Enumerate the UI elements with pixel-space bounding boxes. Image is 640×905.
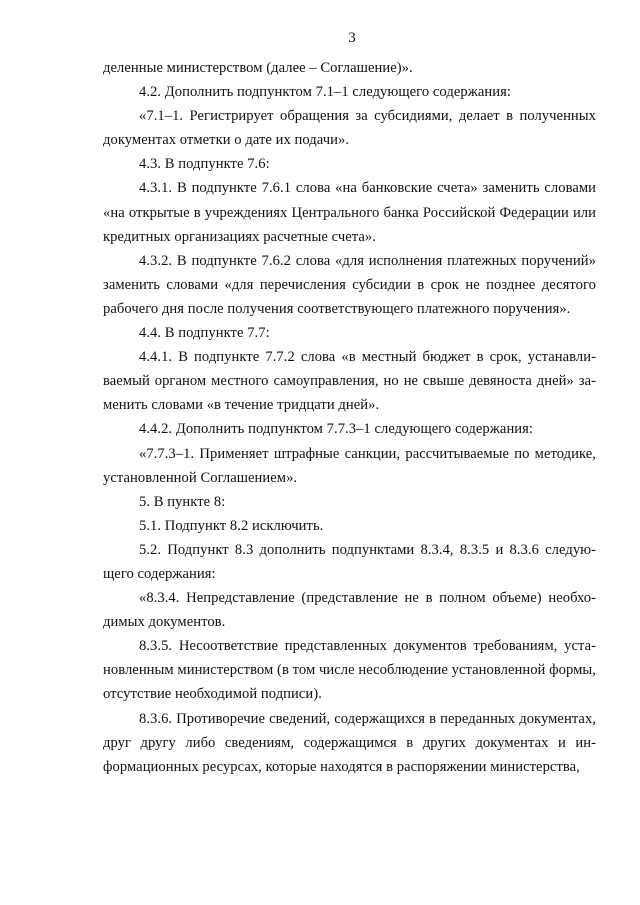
- paragraph-4-4: 4.4. В подпункте 7.7:: [139, 325, 270, 342]
- paragraph-4-4-2: 4.4.2. Дополнить подпунктом 7.7.3–1 следующего содержания:: [139, 421, 534, 438]
- document-body: [103, 56, 596, 779]
- paragraph-4-3-1: 4.3.1. В подпункте 7.6.1 слова «на банковские счета» заменить словами «на открытые в учреждениях Центрального банка Российской Федерации или кредитных организациях расчетные счета».: [103, 180, 596, 245]
- paragraph-5: 5. В пункте 8:: [139, 493, 226, 510]
- paragraph-4-4-1: 4.4.1. В подпункте 7.7.2 слова «в местный бюджет в срок, устанавливаемый органом местного самоуправления, но не свыше девяноста дней» заменить словами «в течение тридцати дней».: [103, 349, 596, 414]
- paragraph-5-2: 5.2. Подпункт 8.3 дополнить подпунктами 8.3.4, 8.3.5 и 8.3.6 следующего содержания:: [103, 541, 596, 582]
- paragraph-4-3-2: 4.3.2. В подпункте 7.6.2 слова «для исполнения платежных поручений» заменить словами «для перечисления субсидии в срок не позднее десятого рабочего дня после получения соответствующего платежного поручения».: [103, 252, 596, 317]
- paragraph-4-2: 4.2. Дополнить подпунктом 7.1–1 следующего содержания:: [139, 84, 511, 101]
- paragraph-4-3: 4.3. В подпункте 7.6:: [139, 156, 270, 173]
- paragraph-8-3-4: «8.3.4. Непредставление (представление не в полном объеме) необходимых документов.: [103, 590, 596, 631]
- paragraph-7-7-3-1-quote: «7.7.3–1. Применяет штрафные санкции, рассчитываемые по методике, установленной Соглашением».: [103, 445, 596, 486]
- paragraph-continuation: деленные министерством (далее – Соглашение)».: [103, 60, 413, 76]
- paragraph-8-3-5: 8.3.5. Несоответствие представленных документов требованиям, установленным министерством (в том числе несоблюдение установленной формы, отсутствие необходимой подписи).: [103, 638, 596, 703]
- paragraph-5-1: 5.1. Подпункт 8.2 исключить.: [139, 517, 324, 534]
- paragraph-8-3-6: 8.3.6. Противоречие сведений, содержащихся в переданных документах, друг другу либо сведениям, содержащимся в других документах и информационных ресурсах, которые находятся в распоряжении министерства,: [103, 710, 596, 775]
- page-number: 3: [348, 30, 356, 46]
- paragraph-7-1-1-quote: «7.1–1. Регистрирует обращения за субсидиями, делает в полученных документах отметки о дате их подачи».: [103, 108, 596, 149]
